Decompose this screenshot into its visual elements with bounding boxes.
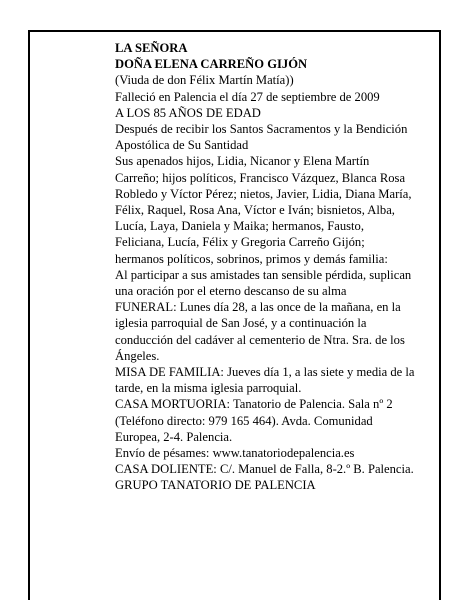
- obituary-notice: [115, 40, 415, 494]
- family-paragraph: Sus apenados hijos, Lidia, Nicanor y Elena Martín Carreño; hijos políticos, Francisco Vázquez, Blanca Rosa Robledo y Víctor Pérez; nietos, Javier, Lidia, Diana María, Félix, Raquel, Rosa Ana, Víctor e Iván; bisnietos, Alba, Lucía, Laya, Daniela y Maika; hermanos, Fausto, Feliciana, Lucía, Félix y Gregoria Carreño Gijón; hermanos políticos, sobrinos, primos y demás familia:: [115, 154, 412, 266]
- title-line-1: LA SEÑORA: [115, 41, 188, 55]
- condolences-line: Envío de pésames: www.tanatoriodepalencia.es: [115, 446, 355, 461]
- death-line: Falleció en Palencia el día 27 de septiembre de 2009: [115, 89, 380, 104]
- home-paragraph: CASA DOLIENTE: C/. Manuel de Falla, 8-2.º B. Palencia.: [115, 462, 414, 477]
- group-line: GRUPO TANATORIO DE PALENCIA: [115, 478, 316, 493]
- mortuary-paragraph: CASA MORTUORIA: Tanatorio de Palencia. Sala nº 2 (Teléfono directo: 979 165 464). Avda. Comunidad Europea, 2-4. Palencia.: [115, 397, 393, 444]
- age-line: A LOS 85 AÑOS DE EDAD: [115, 105, 261, 120]
- prayer-paragraph: Al participar a sus amistades tan sensible pérdida, suplican una oración por el eterno descanso de su alma: [115, 267, 412, 299]
- funeral-paragraph: FUNERAL: Lunes día 28, a las once de la mañana, en la iglesia parroquial de San José, y a continuación la conducción del cadáver al cementerio de Ntra. Sra. de los Ángeles.: [115, 300, 405, 363]
- deceased-name: DOÑA ELENA CARREÑO GIJÓN: [115, 57, 308, 72]
- widow-line: (Viuda de don Félix Martín Matía)): [115, 73, 294, 88]
- sacraments-paragraph: Después de recibir los Santos Sacramentos y la Bendición Apostólica de Su Santidad: [115, 122, 408, 153]
- mass-paragraph: MISA DE FAMILIA: Jueves día 1, a las siete y media de la tarde, en la misma iglesia parroquial.: [115, 365, 415, 396]
